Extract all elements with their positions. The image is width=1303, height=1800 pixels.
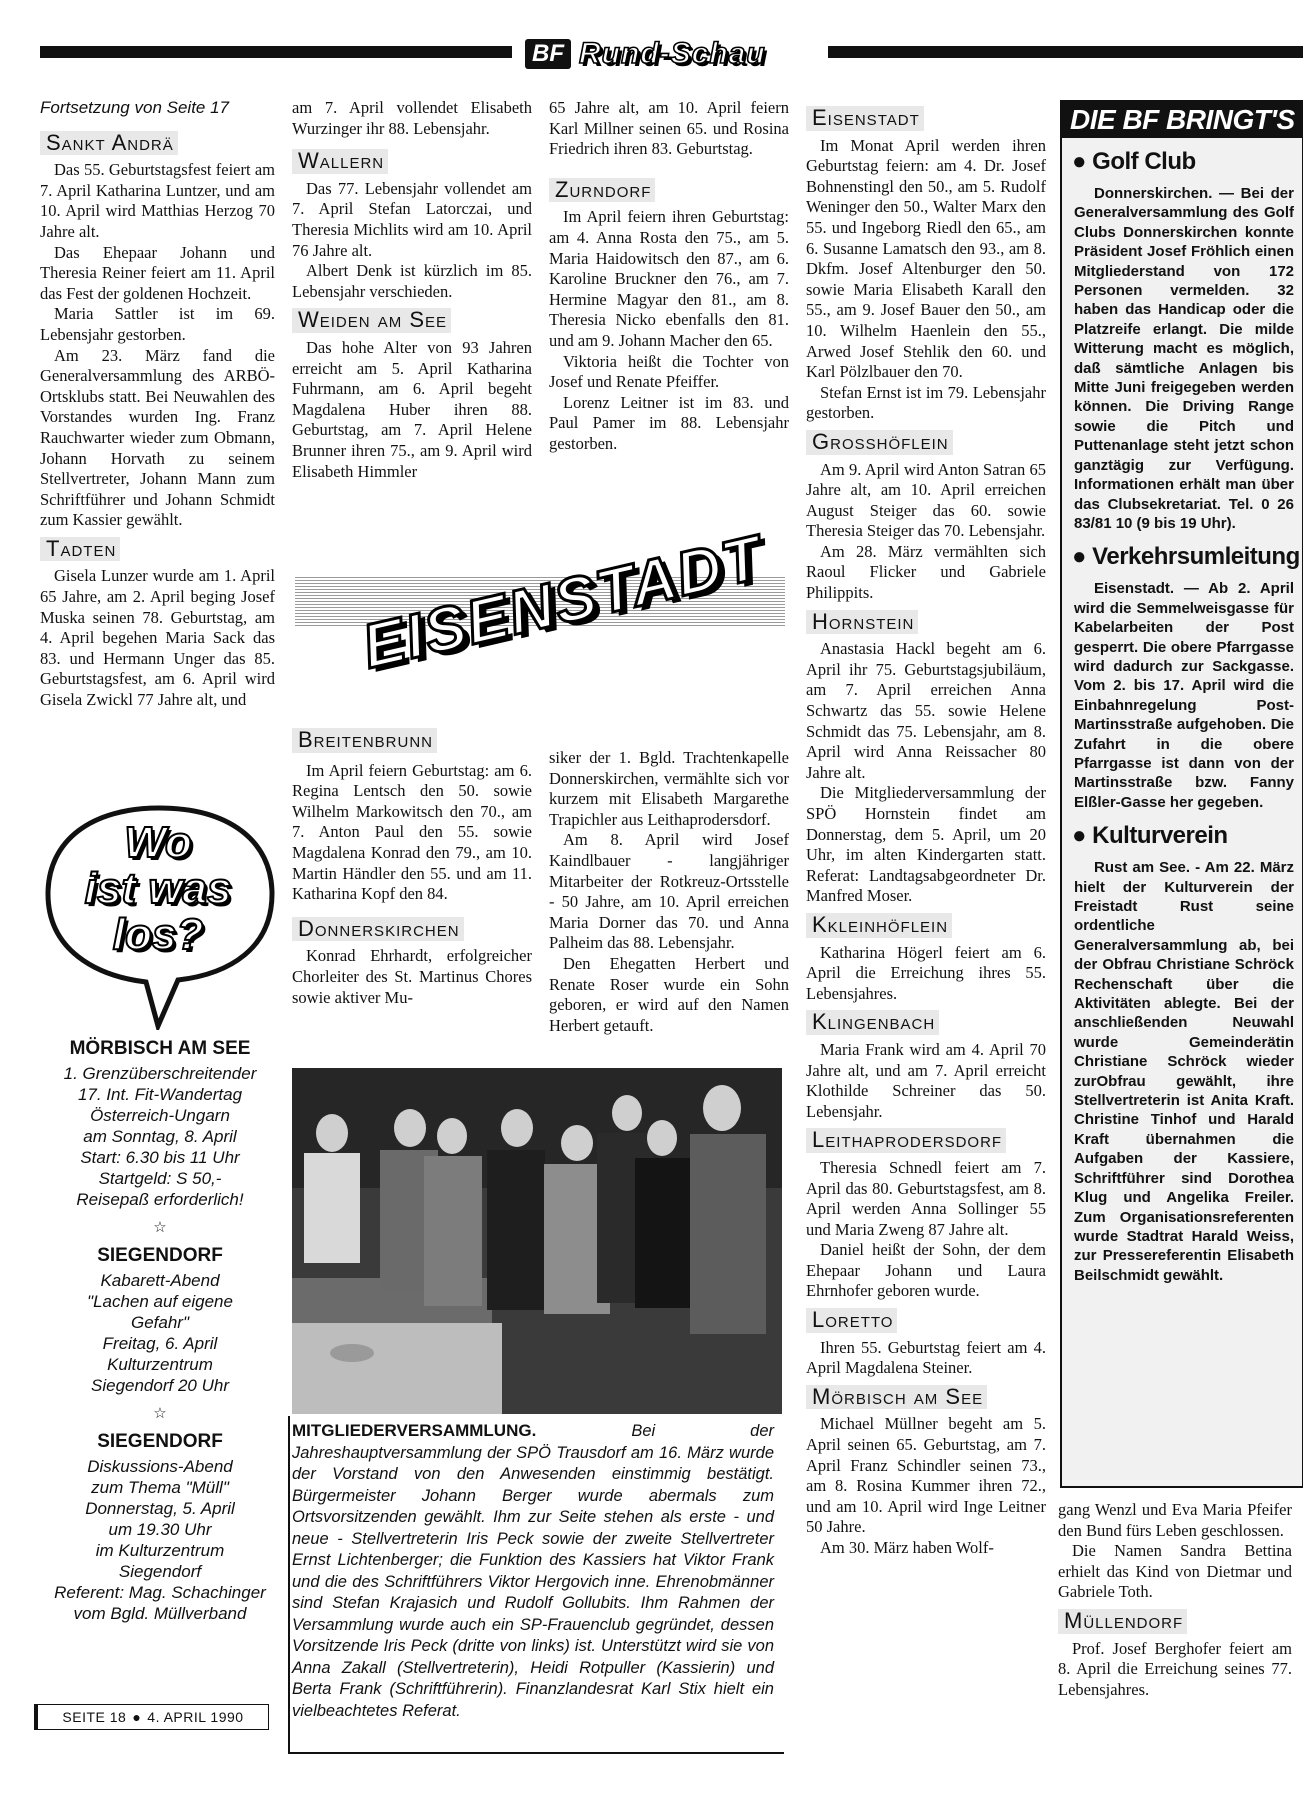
column-2-top [292, 98, 532, 482]
section-heading: Zurndorf [549, 178, 655, 203]
logo-badge: BF [525, 39, 571, 69]
bullet-icon: ● [1072, 543, 1093, 571]
section-heading: Müllendorf [1058, 1609, 1187, 1634]
caption-frame [288, 1416, 784, 1754]
event-place: SIEGENDORF [97, 1245, 223, 1266]
header-logo [525, 36, 766, 72]
article-paragraph: Gisela Lunzer wurde am 1. April 65 Jahre, am 2. April beging Josef Muska seinen 78. Geburtstag, am 4. April begehen Maria Sack das 83. und Hermann Unger das 85. Geburtstagsfest, am 6. April wird Gisela Zwickl 77 Jahre alt, und [40, 566, 275, 710]
article-paragraph: Theresia Schnedl feiert am 7. April das 80. Geburtstagsfest, am 8. April werden Anna Sollinger 55 und Maria Zweng 87 Jahre alt. [806, 1157, 1046, 1239]
article-paragraph: Das Ehepaar Johann und Theresia Reiner feiert am 11. April das Fest der goldenen Hochzeit. [40, 242, 275, 303]
column-3-top [549, 98, 789, 455]
section-heading: Klingenbach [806, 1010, 939, 1035]
section-heading: Hornstein [806, 610, 918, 635]
article-paragraph: Ihren 55. Geburtstag feiert am 4. April Magdalena Steiner. [806, 1337, 1046, 1378]
footer-bullet: ● [132, 1709, 142, 1725]
article-paragraph: Am 8. April wird Josef Kaindlbauer - langjähriger Mitarbeiter der Rotkreuz-Ortsstelle - 50 Jahre, am 10. April erreichen Maria Dorner das 70. und Anna Palheim das 88. Lebensjahr. [549, 830, 789, 953]
header-rule-left [40, 46, 512, 58]
article-paragraph: Das hohe Alter von 93 Jahren erreicht am 5. April Katharina Fuhrmann, am 6. April begeht Magdalena Huber ihren 88. Geburtstag, am 7. April Helene Brunner ihren 75., am 9. April wird Elisabeth Himmler [292, 337, 532, 481]
article-paragraph: Viktoria heißt die Tochter von Josef und Renate Pfeiffer. [549, 351, 789, 392]
article-paragraph: gang Wenzl und Eva Maria Pfeifer den Bund fürs Leben geschlossen. [1058, 1500, 1292, 1540]
section-heading: Sankt Andrä [40, 131, 178, 156]
bubble-line: ist was [84, 864, 232, 913]
article-paragraph: Im April feiern Geburtstag: am 6. Regina Lentsch den 50. sowie Wilhelm Markowitsch den 70., am 7. Anton Paul den 55. sowie Magdalena Konrad den 79., am 10. Martin Händler den 55. und am 11. Katharina Kopf den 84. [292, 760, 532, 904]
sidebar-item-heading: ● Golf Club [1072, 148, 1196, 175]
header-rule-right [828, 46, 1303, 58]
article-paragraph: Michael Müllner begeht am 5. April seinen 65. Geburtstag, am 7. April Franz Schindler seinen 73., am 8. Rosina Kummer ihren 72., und am 10. April wird Inge Leitner 50 Jahre. [806, 1414, 1046, 1537]
column-3-bottom [549, 748, 789, 1036]
section-heading: Wallern [292, 149, 388, 174]
article-paragraph: Katharina Högerl feiert am 6. April die Erreichung ihres 55. Lebensjahres. [806, 942, 1046, 1003]
article-paragraph: Am 23. März fand die Generalversammlung des ARBÖ-Ortsklubs statt. Bei Neuwahlen des Vorstandes wurden Ing. Franz Rauchwarter wieder zum Obmann, Johann Horvath zu seinem Stellvertreter, Johann Mann zum Schriftführer und Johann Schmidt zum Kassier gewählt. [40, 345, 275, 530]
events-list [40, 1038, 280, 1624]
article-paragraph: siker der 1. Bgld. Trachtenkapelle Donnerskirchen, vermählte sich vor kurzem mit Elisabeth Margarethe Trapichler aus Leithaprodersdorf. [549, 748, 789, 829]
bullet-icon: ● [1072, 148, 1093, 175]
article-paragraph: 65 Jahre alt, am 10. April feiern Karl Millner seinen 65. und Rosina Friedrich ihren 83. Geburtstag. [549, 98, 789, 159]
page-number: SEITE 18 [62, 1709, 127, 1725]
bubble-line: Wo [124, 818, 192, 867]
article-paragraph: Konrad Ehrhardt, erfolgreicher Chorleiter des St. Martinus Chores sowie aktiver Mu- [292, 946, 532, 1007]
star-icon: ☆ [153, 1220, 167, 1236]
article-paragraph: Am 30. März haben Wolf- [820, 1538, 994, 1557]
sidebar-item-text: Rust am See. - Am 22. März hielt der Kulturverein der Freistadt Rust seine ordentliche Generalversammlung ab, bei der Obfrau Christiane Schröck Rechenschaft über die Aktivitäten ablegte. Bei der anschließenden Neuwahl wurde Gemeinderätin Christiane Schröck wieder zurObfrau gewählt, ihre Stellvertreterin ist Anita Kraft. Christine Tinhof und Harald Kraft übernahmen die Aufgaben der Kassiere, Schriftführer sind Dorothea Klug und Angelika Freiler. Zum Organisationsreferenten wurde Stadtrat Harald Weiss, zur Pressereferentin Elisabeth Beilschmidt gewählt. [1074, 859, 1294, 1284]
section-heading: Tadten [40, 537, 120, 562]
column-1 [40, 98, 275, 711]
article-paragraph: Das 55. Geburtstagsfest feiert am 7. April Katharina Luntzer, und am 10. April wird Matthias Herzog 70 Jahre alt. [40, 160, 275, 241]
article-paragraph: Am 9. April wird Anton Satran 65 Jahre alt, am 10. April erreichen August Steiger das 60. sowie Theresia Steiger das 70. Lebensjahr. [806, 459, 1046, 541]
column-4 [806, 106, 1046, 1559]
section-heading: Kkleinhöflein [806, 913, 952, 938]
star-icon: ☆ [153, 1406, 167, 1422]
news-sidebar [1060, 100, 1303, 1488]
sidebar-item-heading: ● Kulturverein [1072, 822, 1228, 850]
sidebar-title: DIE BF BRINGT'S [1062, 102, 1302, 138]
bullet-icon: ● [1072, 822, 1093, 850]
photo-caption-lead: MITGLIEDERVERSAMMLUNG. [292, 1421, 537, 1440]
sidebar-item-text: Donnerskirchen. — Bei der Generalversammlung des Golf Clubs Donnerskirchen konnte Präsident Josef Fröhlich einen Mitgliederstand von 172 Personen vermelden. 32 haben das Handicap oder die Platzreife erlangt. Die milde Witterung macht es möglich, daß sämtliche Anlagen bis Mitte Juni freigegeben werden können. Die Driving Range sowie die Pitch und Puttenanlage steht jetzt schon ganztägig zur Verfügung. Informationen erhält man über das Clubsekretariat. Tel. 0 26 83/81 10 (9 bis 19 Uhr). [1074, 185, 1294, 532]
section-heading: Weiden am See [292, 308, 451, 333]
group-photo [292, 1068, 782, 1414]
article-paragraph: Daniel heißt der Sohn, der dem Ehepaar Johann und Laura Ehrnhofer geboren wurde. [806, 1240, 1046, 1301]
article-paragraph: Stefan Ernst ist im 79. Lebensjahr gestorben. [806, 382, 1046, 423]
event-details: Diskussions-Abend zum Thema "Müll" Donnerstag, 5. April um 19.30 Uhr im Kulturzentrum Siegendorf Referent: Mag. Schachinger vom Bgld. Müllverband [54, 1457, 266, 1623]
article-paragraph: Den Ehegatten Herbert und Renate Roser wurde ein Sohn geboren, er wird auf den Namen Herbert getauft. [549, 953, 789, 1035]
article-paragraph: Maria Sattler ist im 69. Lebensjahr gestorben. [40, 304, 275, 344]
section-heading: Breitenbrunn [292, 728, 437, 753]
article-paragraph: Im April feiern ihren Geburtstag: am 4. Anna Rosta den 75., am 5. Maria Haidowitsch den 87., am 6. Karoline Bruckner den 76., am 7. Hermine Magyar den 81., am 8. Theresia Nicko ebenfalls den 81. und am 9. Johann Macher den 65. [549, 207, 789, 350]
event-place: MÖRBISCH AM SEE [69, 1038, 251, 1059]
event-details: 1. Grenzüberschreitender 17. Int. Fit-Wandertag Österreich-Ungarn am Sonntag, 8. April Start: 6.30 bis 11 Uhr Startgeld: S 50,- Reisepaß erforderlich! [63, 1064, 257, 1209]
section-heading: Donnerskirchen [292, 917, 464, 942]
column-5-bottom [1058, 1500, 1292, 1700]
event-place: SIEGENDORF [97, 1431, 223, 1452]
column-2-bottom [292, 728, 532, 1008]
article-paragraph: Albert Denk ist kürzlich im 85. Lebensjahr verschieden. [292, 261, 532, 301]
section-heading: Mörbisch am See [806, 1385, 987, 1410]
article-paragraph: Lorenz Leitner ist im 83. und Paul Pamer im 88. Lebensjahr gestorben. [549, 392, 789, 453]
speech-bubble-text [58, 820, 258, 958]
section-heading: Eisenstadt [806, 106, 924, 131]
eisenstadt-banner-title: EISENSTADT [356, 522, 770, 683]
issue-date: 4. APRIL 1990 [147, 1709, 244, 1725]
continuation-note: Fortsetzung von Seite 17 [40, 98, 230, 117]
logo-text: Rund-Schau [579, 37, 766, 70]
bubble-line: los? [112, 910, 204, 959]
article-paragraph: Die Mitgliederversammlung der SPÖ Hornstein findet am Donnerstag, dem 5. April, um 20 Uhr, im alten Kindergarten statt. Referat: Landtagsabgeordneter Dr. Manfred Moser. [806, 783, 1046, 906]
article-paragraph: Anastasia Hackl begeht am 6. April ihr 75. Geburtstagsjubiläum, am 7. April erreichen Anna Schwartz das 55. sowie Helene Schmidt das 75. Lebensjahr, am 8. April wird Anna Reissacher 80 Jahre alt. [806, 639, 1046, 782]
photo-caption-text: Bei der Jahreshauptversammlung der SPÖ Trausdorf am 16. März wurde der Vorstand von den Anwesenden einstimmig bestätigt. Bürgermeister Johann Berger wurde abermals zum Ortsvorsitzenden gewählt. Ihm zur Seite stehen als erste - und neue - Stellvertreterin Iris Peck sowie der zweite Stellvertreter Ernst Lichtenberger; die Funktion des Kassiers hat Viktor Frank und die des Schriftführers Viktor Hergovich inne. Ehrenobmänner sind Stefan Krajasich und Rudolf Gollubits. Ihm Rahmen der Versammlung wurde auch ein SP-Frauenclub gegründet, dessen Vorsitzende Iris Peck (dritte von links) ist. Unterstützt wird sie von Anna Zakall (Stellvertreterin), Heidi Rotpuller (Kassierin) und Berta Frank (Schriftführerin). Finanzlandesrat Karl Stix hielt ein vielbeachtetes Referat. [292, 1422, 774, 1720]
article-paragraph: Im Monat April werden ihren Geburtstag feiern: am 4. Dr. Josef Bohnenstingl den 50., am 5. Rudolf Weninger den 50., Walter Marx den 55. und Ingeborg Riedl den 65., am 6. Susanne Lamatsch den 93., am 8. Dkfm. Josef Altenburger den 50. sowie Maria Elisabeth Karall den 55., am 9. Josef Bauer den 50., am 10. Wilhelm Haenlein den 55., Arwed Josef Stehlik den 60. und Karl Pölzlbauer den 70. [806, 135, 1046, 382]
section-heading: Loretto [806, 1308, 897, 1333]
page-footer [34, 1704, 269, 1730]
sidebar-item-heading: ● Verkehrsumleitung [1072, 543, 1300, 571]
section-heading: Leithaprodersdorf [806, 1128, 1006, 1153]
article-paragraph: Am 28. März vermählten sich Raoul Flicker und Gabriele Philippits. [806, 541, 1046, 603]
section-heading: Grosshöflein [806, 430, 953, 455]
group-photo-image [292, 1068, 782, 1414]
sidebar-item-text: Eisenstadt. — Ab 2. April wird die Semmelweisgasse für Kabelarbeiten der Post gesperrt. Die obere Pfarrgasse wird dadurch zur Sackgasse. Vom 2. bis 17. April wird die Einbahnregelung Post-Martinsstraße aufgehoben. Die Zufahrt in die obere Pfarrgasse ist dann von der Martinsstraße bzw. Fanny Elßler-Gasse her gegeben. [1074, 580, 1294, 811]
article-paragraph: Die Namen Sandra Bettina erhielt das Kind von Dietmar und Gabriele Toth. [1058, 1541, 1292, 1602]
article-paragraph: Maria Frank wird am 4. April 70 Jahre alt, und am 7. April erreicht Klothilde Schreiner das 50. Lebensjahr. [806, 1039, 1046, 1121]
article-paragraph: Das 77. Lebensjahr vollendet am 7. April Stefan Latorczai, und Theresia Michlits wird am 10. April 76 Jahre alt. [292, 178, 532, 260]
event-details: Kabarett-Abend "Lachen auf eigene Gefahr" Freitag, 6. April Kulturzentrum Siegendorf 20 Uhr [87, 1271, 233, 1395]
article-paragraph: Prof. Josef Berghofer feiert am 8. April die Erreichung seines 77. Lebensjahres. [1058, 1638, 1292, 1699]
article-paragraph: am 7. April vollendet Elisabeth Wurzinger ihr 88. Lebensjahr. [292, 98, 532, 138]
